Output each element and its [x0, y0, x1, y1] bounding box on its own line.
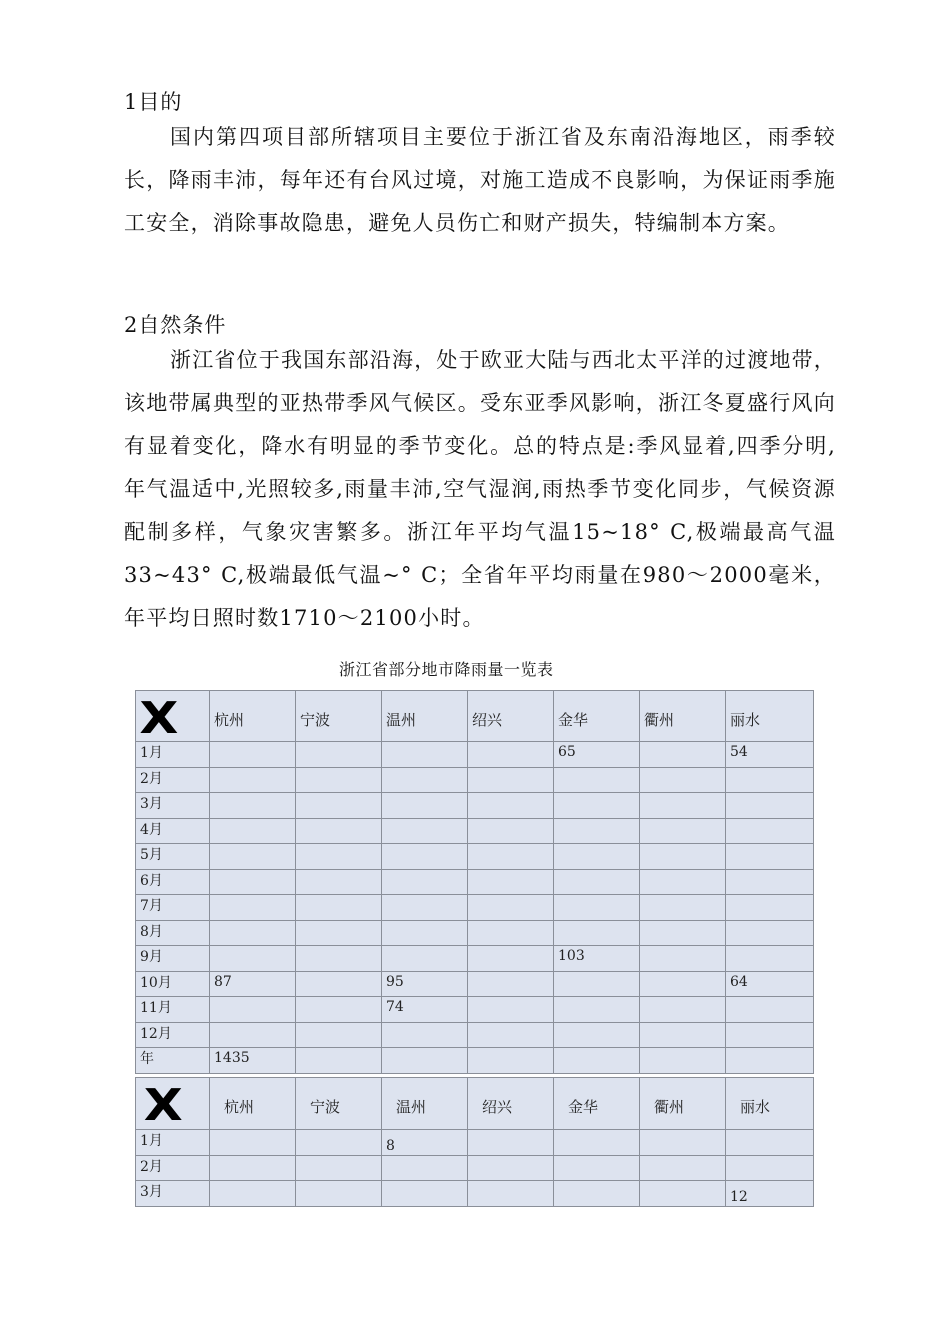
cell-value	[300, 768, 377, 770]
cell-value	[730, 895, 809, 897]
cell-value	[472, 742, 549, 744]
table-cell	[382, 1155, 468, 1181]
table-cell	[726, 920, 814, 946]
row-label: 1月	[136, 1130, 210, 1156]
cell-value	[558, 1181, 635, 1189]
cell-value	[472, 793, 549, 795]
table-cell	[296, 844, 382, 870]
cell-value	[214, 870, 291, 872]
section-2-heading: 2自然条件	[124, 313, 227, 337]
table-row	[136, 971, 814, 997]
temperature-table	[135, 1077, 814, 1207]
table-cell	[382, 920, 468, 946]
cell-value	[730, 819, 809, 821]
table-cell	[554, 946, 640, 972]
cell-value	[558, 972, 635, 974]
table-row	[136, 818, 814, 844]
rainfall-table	[135, 690, 814, 1074]
cell-value	[644, 1156, 721, 1164]
row-label: 1月	[136, 742, 210, 768]
table-cell	[210, 971, 296, 997]
table-cell	[468, 742, 554, 768]
table-cell	[726, 895, 814, 921]
table-cell	[210, 997, 296, 1023]
table-cell	[640, 895, 726, 921]
cell-value	[730, 1023, 809, 1025]
table-row	[136, 869, 814, 895]
x-mark-icon: X	[143, 1080, 183, 1130]
cell-value	[558, 1023, 635, 1025]
cell-value	[300, 895, 377, 897]
column-header: 衢州	[654, 1098, 685, 1116]
cell-value	[300, 946, 377, 948]
cell-value	[300, 844, 377, 846]
table-cell	[296, 920, 382, 946]
table-cell	[468, 1181, 554, 1207]
cell-value	[386, 1181, 463, 1189]
table-cell	[296, 869, 382, 895]
table-row	[136, 997, 814, 1023]
table-header-row	[136, 1078, 814, 1130]
cell-value	[472, 768, 549, 770]
table-cell	[468, 971, 554, 997]
table-cell	[554, 869, 640, 895]
table-cell	[640, 869, 726, 895]
table-cell	[554, 895, 640, 921]
cell-value	[386, 844, 463, 846]
cell-value	[214, 997, 291, 999]
cell-value	[644, 1048, 721, 1050]
cell-value	[214, 844, 291, 846]
table-cell	[296, 742, 382, 768]
row-label: 3月	[136, 1181, 210, 1207]
cell-value	[472, 1130, 549, 1138]
table-cell	[296, 1022, 382, 1048]
cell-value	[558, 793, 635, 795]
cell-value	[300, 1048, 377, 1050]
table-cell	[554, 742, 640, 768]
cell-value	[644, 870, 721, 872]
table-cell	[726, 742, 814, 768]
cell-value	[730, 1156, 809, 1164]
table-cell	[726, 997, 814, 1023]
cell-value	[214, 1130, 291, 1138]
table-cell	[382, 818, 468, 844]
column-header: 杭州	[214, 711, 245, 729]
table-cell	[726, 767, 814, 793]
table-cell	[296, 895, 382, 921]
table-cell	[640, 844, 726, 870]
table-cell	[468, 818, 554, 844]
table-cell	[210, 895, 296, 921]
table-cell	[382, 971, 468, 997]
section-2-text: 浙江省位于我国东部沿海，处于欧亚大陆与西北太平洋的过渡地带，该地带属典型的亚热带季风气候区。受东亚季风影响，浙江冬夏盛行风向有显着变化，降水有明显的季节变化。总的特点是:季风显着,四季分明,年气温适中,光照较多,雨量丰沛,空气湿润,雨热季节变化同步，气候资源配制多样，气象灾害繁多。浙江年平均气温15~18° C,极端最高气温33~43° C,极端最低气温~° C；全省年平均雨量在980〜2000毫米，年平均日照时数1710〜2100小时。	[124, 348, 836, 630]
table-cell	[726, 1048, 814, 1074]
cell-value	[214, 768, 291, 770]
table-cell	[296, 1155, 382, 1181]
table-cell	[382, 895, 468, 921]
cell-value	[558, 921, 635, 923]
table-cell	[726, 1022, 814, 1048]
cell-value	[300, 921, 377, 923]
table-cell	[468, 844, 554, 870]
table-cell	[210, 742, 296, 768]
cell-value	[644, 1023, 721, 1025]
cell-value	[300, 742, 377, 744]
table-cell	[210, 844, 296, 870]
table-cell	[296, 1130, 382, 1156]
cell-value	[386, 768, 463, 770]
table-cell	[726, 946, 814, 972]
corner-cell	[136, 691, 210, 742]
table-cell	[382, 1181, 468, 1207]
row-label: 5月	[136, 844, 210, 870]
cell-value	[472, 844, 549, 846]
cell-value	[730, 768, 809, 770]
section-1-text: 国内第四项目部所辖项目主要位于浙江省及东南沿海地区，雨季较长，降雨丰沛，每年还有台风过境，对施工造成不良影响，为保证雨季施工安全，消除事故隐患，避免人员伤亡和财产损失，特编制本方案。	[124, 125, 836, 235]
cell-value	[300, 972, 377, 974]
column-header: 绍兴	[482, 1098, 513, 1116]
column-header: 绍兴	[472, 711, 503, 729]
cell-value	[300, 870, 377, 872]
row-label: 3月	[136, 793, 210, 819]
section-2-paragraph	[124, 339, 836, 640]
cell-value	[214, 1181, 291, 1189]
cell-value	[472, 895, 549, 897]
table-cell	[468, 997, 554, 1023]
cell-value	[644, 844, 721, 846]
row-label: 6月	[136, 869, 210, 895]
cell-value	[730, 870, 809, 872]
row-label: 7月	[136, 895, 210, 921]
table-row	[136, 1130, 814, 1156]
cell-value	[730, 921, 809, 923]
table-row	[136, 895, 814, 921]
cell-value: 74	[386, 999, 404, 1015]
cell-value	[300, 1181, 377, 1189]
cell-value	[300, 997, 377, 999]
table-cell	[296, 1181, 382, 1207]
cell-value	[644, 768, 721, 770]
table-cell	[296, 767, 382, 793]
table-cell	[382, 1048, 468, 1074]
table-cell	[468, 1155, 554, 1181]
cell-value	[386, 742, 463, 744]
cell-value	[472, 1156, 549, 1164]
cell-value: 1435	[214, 1050, 250, 1066]
cell-value	[644, 921, 721, 923]
cell-value	[214, 895, 291, 897]
row-label: 11月	[136, 997, 210, 1023]
table-header-row	[136, 691, 814, 742]
column-header: 金华	[558, 711, 589, 729]
column-header: 杭州	[224, 1098, 255, 1116]
table-cell	[640, 793, 726, 819]
table-cell	[468, 1022, 554, 1048]
table-cell	[210, 1130, 296, 1156]
table-cell	[554, 1155, 640, 1181]
column-header: 金华	[568, 1098, 599, 1116]
table-cell	[210, 869, 296, 895]
cell-value	[730, 1130, 809, 1138]
cell-value	[730, 793, 809, 795]
table-cell	[382, 742, 468, 768]
cell-value: 12	[730, 1189, 748, 1205]
table-row	[136, 793, 814, 819]
cell-value	[472, 1048, 549, 1050]
cell-value	[730, 946, 809, 948]
cell-value	[214, 742, 291, 744]
table-row	[136, 1181, 814, 1207]
table-cell	[640, 971, 726, 997]
table-cell	[210, 1048, 296, 1074]
table-cell	[296, 997, 382, 1023]
table-cell	[640, 742, 726, 768]
row-label: 4月	[136, 818, 210, 844]
cell-value	[214, 1023, 291, 1025]
cell-value	[558, 870, 635, 872]
table-cell	[382, 1022, 468, 1048]
table-cell	[468, 895, 554, 921]
cell-value	[558, 1156, 635, 1164]
column-header: 衢州	[644, 711, 675, 729]
table-cell	[382, 793, 468, 819]
cell-value	[644, 793, 721, 795]
table-row	[136, 767, 814, 793]
table-cell	[554, 1130, 640, 1156]
table-cell	[382, 869, 468, 895]
table-cell	[382, 767, 468, 793]
section-1-paragraph	[124, 116, 836, 245]
table-row	[136, 742, 814, 768]
table-cell	[726, 971, 814, 997]
table-cell	[210, 767, 296, 793]
cell-value	[300, 1130, 377, 1138]
corner-cell	[136, 1078, 210, 1130]
table-cell	[468, 767, 554, 793]
table-cell	[554, 971, 640, 997]
column-header: 丽水	[730, 711, 761, 729]
table-cell	[554, 767, 640, 793]
table-cell	[382, 844, 468, 870]
cell-value: 95	[386, 973, 404, 990]
table-cell	[726, 818, 814, 844]
table-cell	[640, 1155, 726, 1181]
cell-value	[386, 1023, 463, 1025]
column-header: 温州	[396, 1098, 427, 1116]
cell-value	[644, 972, 721, 974]
cell-value	[644, 742, 721, 744]
cell-value	[300, 1023, 377, 1025]
cell-value: 54	[730, 744, 748, 760]
cell-value	[558, 819, 635, 821]
table-cell	[726, 1155, 814, 1181]
table-cell	[726, 1130, 814, 1156]
table-cell	[554, 1022, 640, 1048]
cell-value	[730, 997, 809, 999]
table-cell	[468, 946, 554, 972]
cell-value	[300, 1156, 377, 1164]
cell-value: 87	[214, 973, 232, 990]
row-label: 12月	[136, 1022, 210, 1048]
cell-value	[472, 997, 549, 999]
cell-value	[644, 1181, 721, 1189]
table-cell	[726, 844, 814, 870]
column-header: 丽水	[740, 1098, 771, 1116]
x-mark-icon: X	[139, 693, 179, 742]
table-cell	[468, 793, 554, 819]
cell-value	[300, 819, 377, 821]
cell-value	[386, 870, 463, 872]
cell-value	[644, 895, 721, 897]
cell-value	[558, 997, 635, 999]
row-label: 9月	[136, 946, 210, 972]
table-row	[136, 1155, 814, 1181]
table-1-caption: 浙江省部分地市降雨量一览表	[339, 660, 554, 679]
column-header: 温州	[386, 711, 417, 729]
table-cell	[640, 1181, 726, 1207]
cell-value	[730, 844, 809, 846]
row-label: 年	[136, 1048, 210, 1074]
cell-value	[214, 1156, 291, 1164]
table-cell	[640, 946, 726, 972]
table-cell	[640, 767, 726, 793]
table-row	[136, 920, 814, 946]
table-cell	[468, 1130, 554, 1156]
cell-value: 8	[386, 1138, 395, 1154]
table-cell	[210, 920, 296, 946]
table-cell	[554, 1048, 640, 1074]
cell-value	[558, 1048, 635, 1050]
cell-value	[300, 793, 377, 795]
table-cell	[640, 920, 726, 946]
cell-value	[214, 793, 291, 795]
table-cell	[382, 1130, 468, 1156]
cell-value	[472, 1023, 549, 1025]
cell-value	[472, 1181, 549, 1189]
table-cell	[554, 844, 640, 870]
cell-value	[644, 1130, 721, 1138]
table-cell	[554, 793, 640, 819]
table-cell	[296, 818, 382, 844]
cell-value	[386, 819, 463, 821]
column-header: 宁波	[300, 711, 331, 729]
section-1-heading: 1目的	[124, 90, 183, 114]
table-cell	[210, 1181, 296, 1207]
table-cell	[726, 869, 814, 895]
cell-value	[558, 895, 635, 897]
table-cell	[468, 1048, 554, 1074]
table-cell	[210, 1022, 296, 1048]
table-cell	[210, 946, 296, 972]
cell-value	[214, 819, 291, 821]
cell-value: 65	[558, 744, 576, 760]
table-cell	[296, 793, 382, 819]
table-cell	[382, 946, 468, 972]
table-cell	[726, 793, 814, 819]
cell-value	[644, 819, 721, 821]
table-cell	[640, 818, 726, 844]
table-cell	[382, 997, 468, 1023]
table-cell	[554, 920, 640, 946]
cell-value	[644, 946, 721, 948]
table-cell	[554, 997, 640, 1023]
row-label: 10月	[136, 971, 210, 997]
table-row	[136, 844, 814, 870]
table-cell	[640, 1022, 726, 1048]
cell-value	[386, 921, 463, 923]
cell-value	[472, 870, 549, 872]
cell-value	[558, 768, 635, 770]
table-cell	[640, 1048, 726, 1074]
row-label: 2月	[136, 1155, 210, 1181]
row-label: 8月	[136, 920, 210, 946]
table-cell	[296, 946, 382, 972]
table-cell	[554, 818, 640, 844]
table-row	[136, 946, 814, 972]
cell-value	[472, 972, 549, 974]
column-header: 宁波	[310, 1098, 341, 1116]
row-label: 2月	[136, 767, 210, 793]
cell-value	[386, 793, 463, 795]
table-cell	[296, 971, 382, 997]
table-cell	[210, 1155, 296, 1181]
cell-value	[558, 844, 635, 846]
cell-value: 103	[558, 948, 585, 964]
cell-value	[214, 921, 291, 923]
cell-value	[386, 1156, 463, 1164]
cell-value	[214, 946, 291, 948]
cell-value: 64	[730, 973, 748, 990]
cell-value	[386, 1048, 463, 1050]
table-cell	[640, 1130, 726, 1156]
cell-value	[472, 946, 549, 948]
table-row	[136, 1048, 814, 1074]
cell-value	[644, 997, 721, 999]
table-cell	[296, 1048, 382, 1074]
table-cell	[210, 818, 296, 844]
cell-value	[472, 921, 549, 923]
cell-value	[386, 895, 463, 897]
cell-value	[472, 819, 549, 821]
table-cell	[554, 1181, 640, 1207]
table-cell	[468, 920, 554, 946]
cell-value	[386, 946, 463, 948]
cell-value	[730, 1048, 809, 1050]
table-row	[136, 1022, 814, 1048]
table-cell	[640, 997, 726, 1023]
cell-value	[558, 1130, 635, 1138]
table-cell	[210, 793, 296, 819]
table-cell	[726, 1181, 814, 1207]
table-cell	[468, 869, 554, 895]
